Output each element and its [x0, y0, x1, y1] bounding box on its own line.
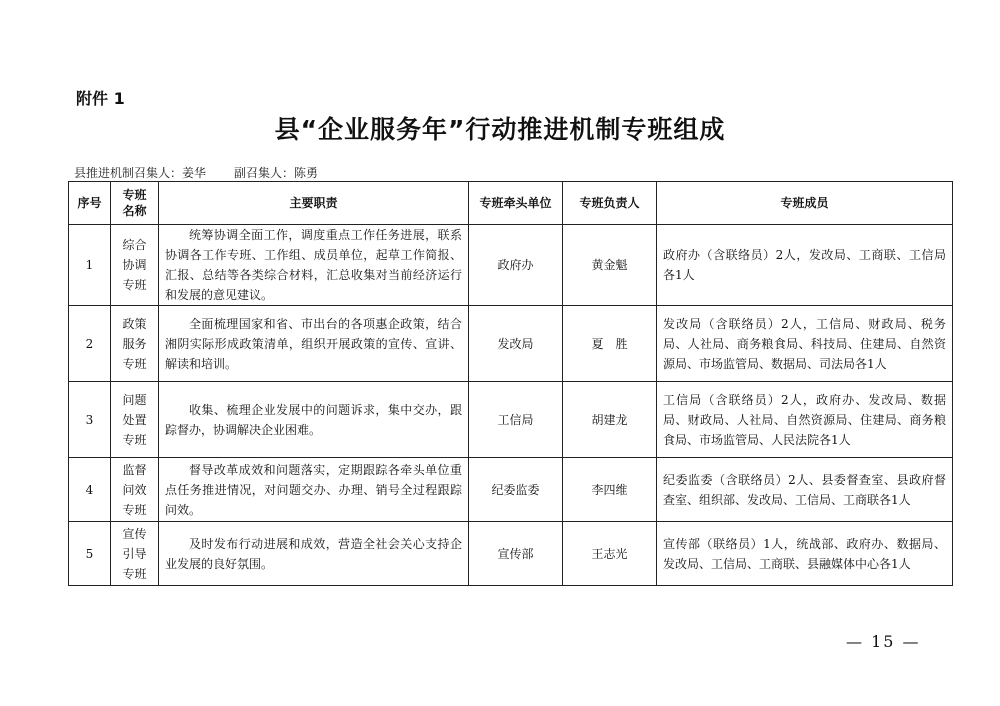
row-team-name: 监督问效专班: [111, 458, 159, 522]
table-row: [69, 306, 953, 382]
row-duties: 督导改革成效和问题落实，定期跟踪各牵头单位重点任务推进情况，对问题交办、办理、销号全过程跟踪问效。: [159, 458, 469, 522]
row-members: 工信局（含联络员）2人，政府办、发改局、数据局、财政局、人社局、自然资源局、住建局、商务粮食局、市场监管局、人民法院各1人: [657, 382, 953, 458]
row-team-name: 问题处置专班: [111, 382, 159, 458]
row-lead-unit: 工信局: [469, 382, 563, 458]
row-no: 2: [69, 306, 111, 382]
header-duties: 主要职责: [159, 182, 469, 225]
row-members: 纪委监委（含联络员）2人、县委督查室、县政府督查室、组织部、发改局、工信局、工商联各1人: [657, 458, 953, 522]
row-lead-unit: 发改局: [469, 306, 563, 382]
row-leader: 夏 胜: [563, 306, 657, 382]
row-team-name: 综合协调专班: [111, 225, 159, 306]
row-leader: 黄金魁: [563, 225, 657, 306]
row-lead-unit: 政府办: [469, 225, 563, 306]
table-row: [69, 225, 953, 306]
row-no: 4: [69, 458, 111, 522]
deputy-convener-label: 副召集人：: [234, 166, 295, 180]
row-duties: 全面梳理国家和省、市出台的各项惠企政策，结合湘阴实际形成政策清单，组织开展政策的宣传、宣讲、解读和培训。: [159, 306, 469, 382]
header-team-name: 专班名称: [111, 182, 159, 225]
header-lead-unit: 专班牵头单位: [469, 182, 563, 225]
chief-convener-label: 县推进机制召集人：: [74, 166, 183, 180]
deputy-convener-name: 陈勇: [294, 166, 319, 180]
row-no: 5: [69, 522, 111, 586]
attachment-label: 附件 1: [76, 89, 125, 108]
chief-convener-name: 姜华: [182, 166, 207, 180]
row-members: 政府办（含联络员）2人，发改局、工商联、工信局各1人: [657, 225, 953, 306]
row-leader: 王志光: [563, 522, 657, 586]
convener-line: [74, 164, 318, 181]
document-title: 县“企业服务年”行动推进机制专班组成: [274, 115, 726, 144]
row-leader: 胡建龙: [563, 382, 657, 458]
row-lead-unit: 宣传部: [469, 522, 563, 586]
page-number: — 15 —: [846, 632, 921, 651]
row-no: 1: [69, 225, 111, 306]
row-lead-unit: 纪委监委: [469, 458, 563, 522]
row-duties: 收集、梳理企业发展中的问题诉求，集中交办，跟踪督办，协调解决企业困难。: [159, 382, 469, 458]
table-row: [69, 522, 953, 586]
row-members: 宣传部（联络员）1人，统战部、政府办、数据局、发改局、工信局、工商联、县融媒体中心各1人: [657, 522, 953, 586]
table-header-row: [69, 182, 953, 225]
table-row: [69, 458, 953, 522]
row-team-name: 政策服务专班: [111, 306, 159, 382]
row-duties: 及时发布行动进展和成效，营造全社会关心支持企业发展的良好氛围。: [159, 522, 469, 586]
row-members: 发改局（含联络员）2人，工信局、财政局、税务局、人社局、商务粮食局、科技局、住建局、自然资源局、市场监管局、数据局、司法局各1人: [657, 306, 953, 382]
team-composition-table: [68, 181, 953, 586]
header-members: 专班成员: [657, 182, 953, 225]
table-row: [69, 382, 953, 458]
row-no: 3: [69, 382, 111, 458]
header-leader: 专班负责人: [563, 182, 657, 225]
header-no: 序号: [69, 182, 111, 225]
row-leader: 李四维: [563, 458, 657, 522]
row-duties: 统筹协调全面工作，调度重点工作任务进展，联系协调各工作专班、工作组、成员单位，起草工作简报、汇报、总结等各类综合材料，汇总收集对当前经济运行和发展的意见建议。: [159, 225, 469, 306]
row-team-name: 宣传引导专班: [111, 522, 159, 586]
